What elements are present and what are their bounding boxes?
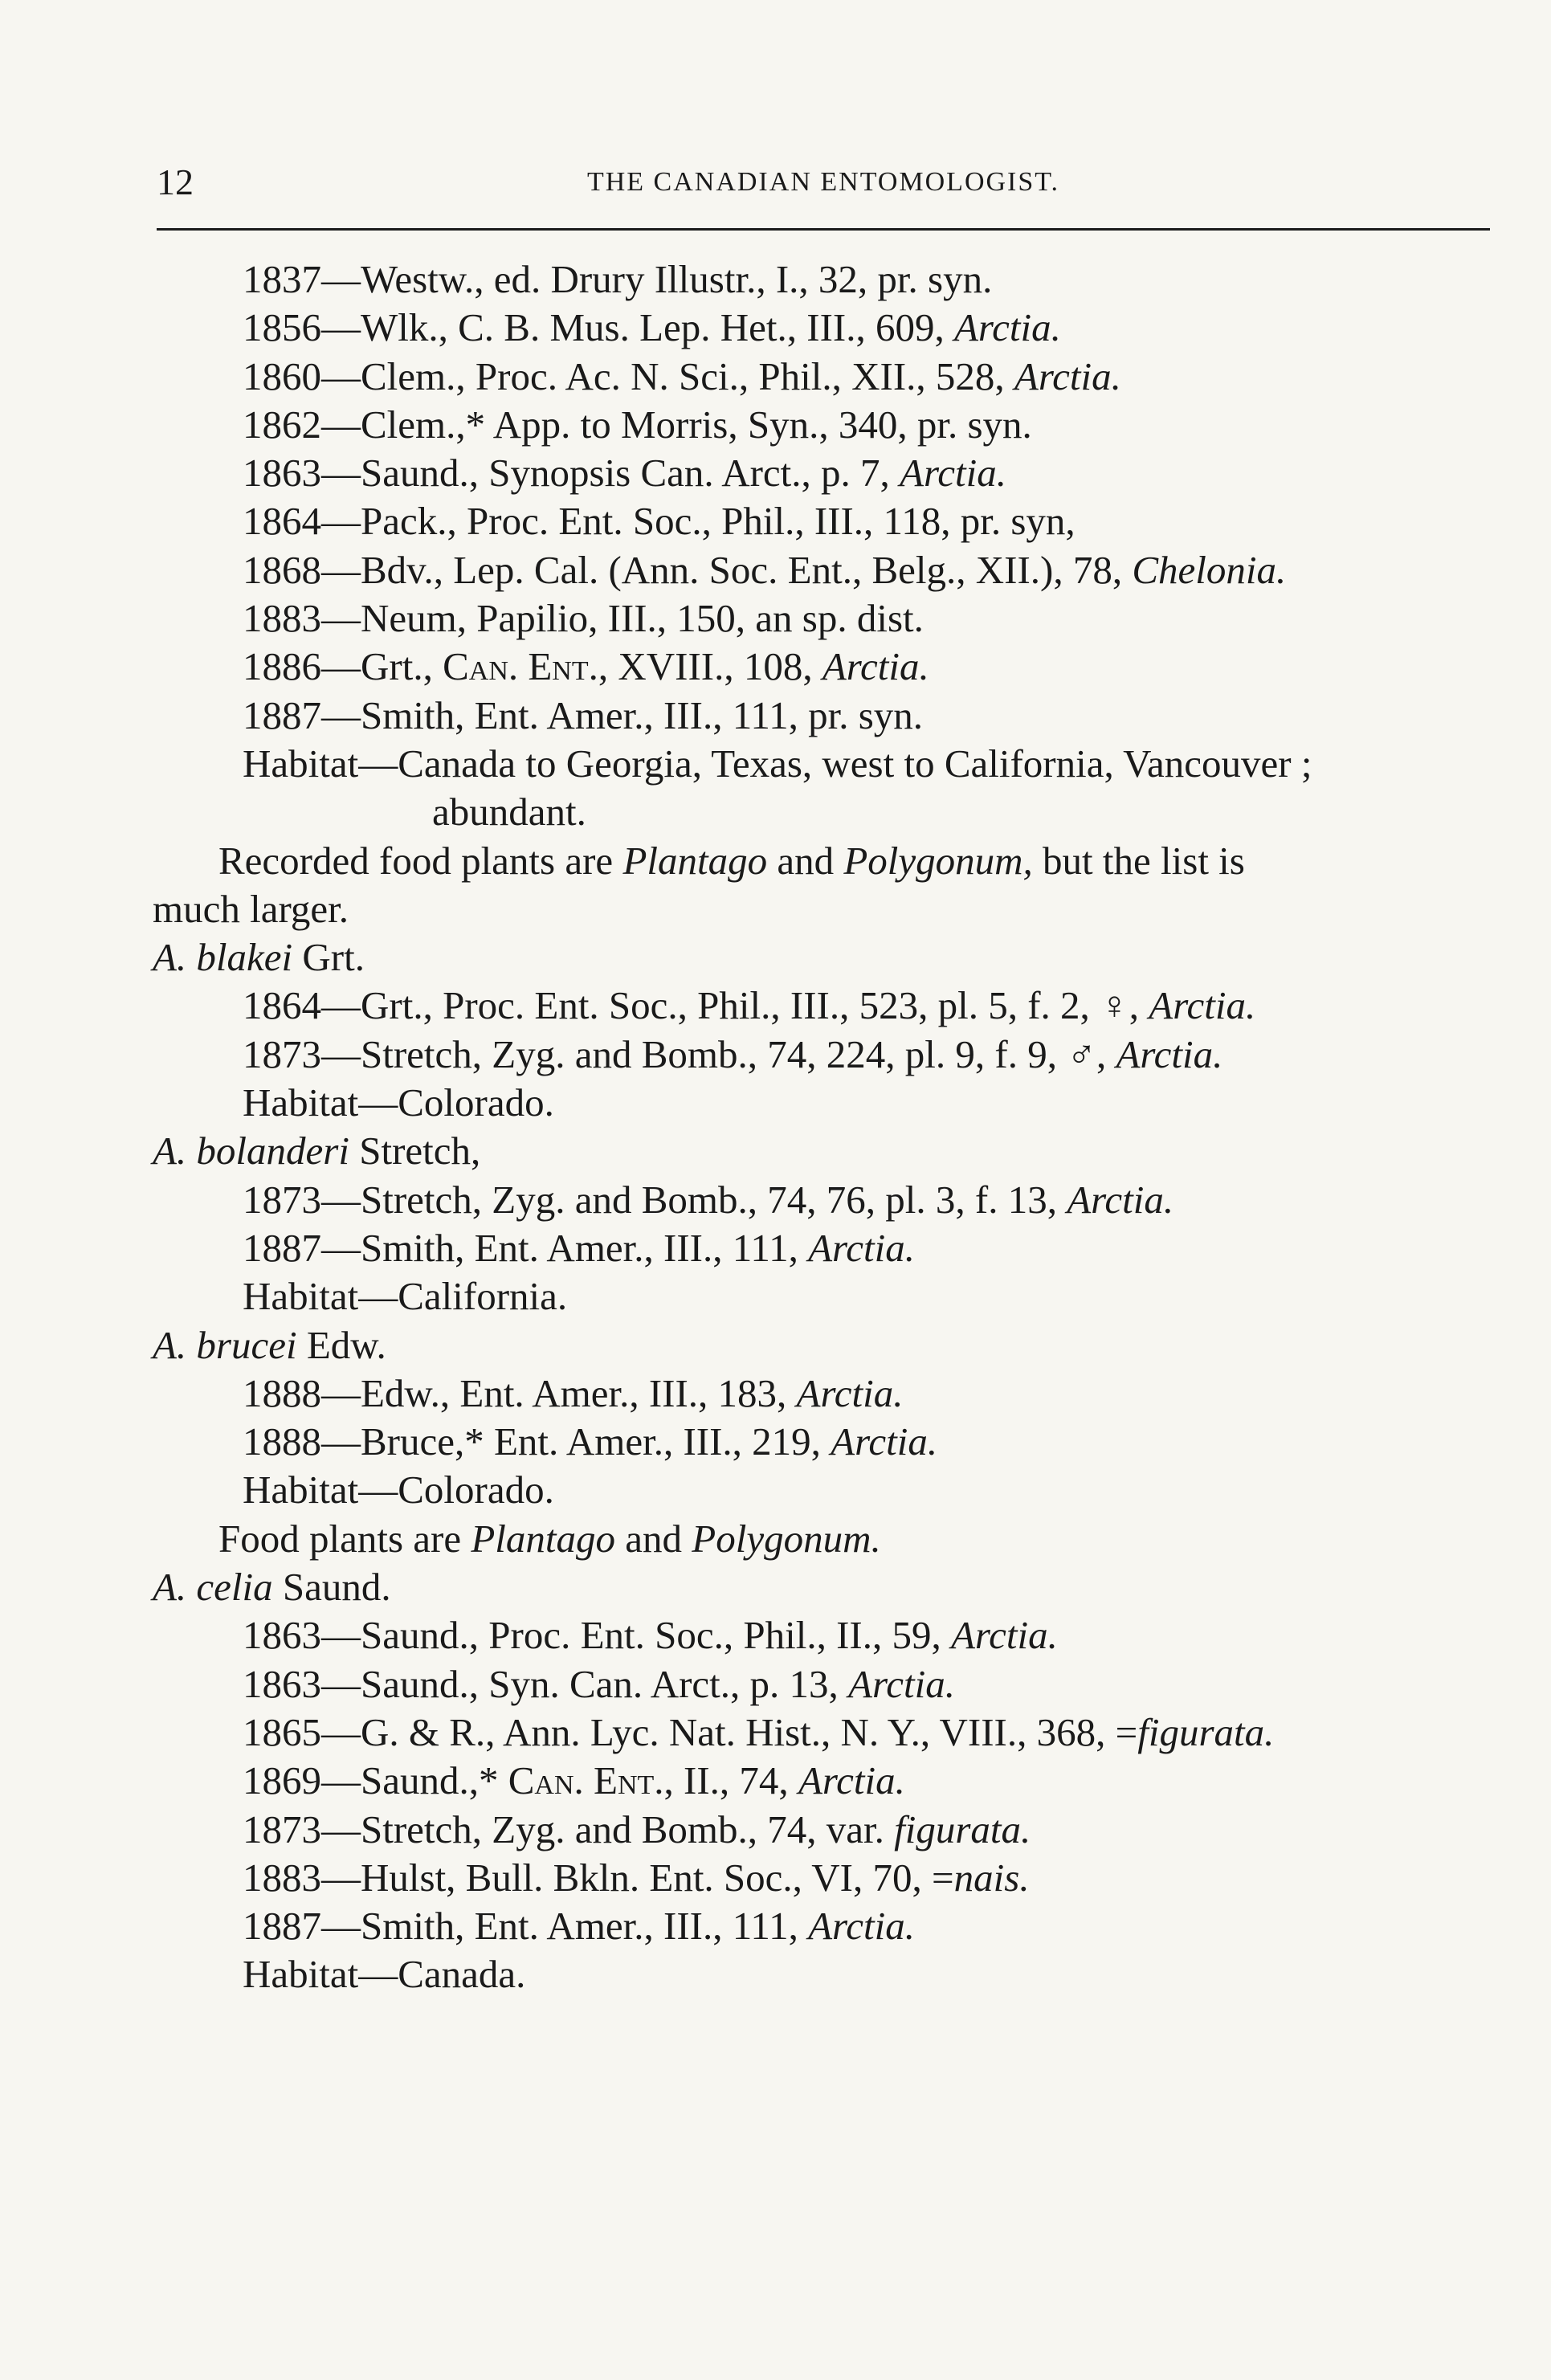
italic-text: Arctia.	[831, 1419, 938, 1464]
italic-text: Polygonum.	[692, 1516, 881, 1561]
italic-text: Arctia.	[848, 1661, 955, 1706]
text-run: 1863—Saund., Synopsis Can. Arct., p. 7,	[243, 451, 900, 496]
text-run: 1886—Grt.,	[243, 644, 443, 689]
text-run: 1862—Clem.,* App. to Morris, Syn., 340, pr. syn.	[243, 402, 1032, 447]
citation-line	[153, 546, 1518, 594]
text-run: 1873—Stretch, Zyg. and Bomb., 74, 76, pl. 3, f. 13,	[243, 1177, 1067, 1222]
text-run: Habitat—Colorado.	[243, 1468, 554, 1513]
habitat-line	[153, 1950, 1518, 1998]
text-run: 1887—Smith, Ent. Amer., III., 111,	[243, 1225, 809, 1270]
text-run: 1873—Stretch, Zyg. and Bomb., 74, var.	[243, 1806, 895, 1851]
species-heading	[153, 1321, 1518, 1370]
italic-text: Plantago	[471, 1516, 616, 1561]
italic-text: A. bolanderi	[153, 1129, 349, 1174]
text-run: 1864—Grt., Proc. Ent. Soc., Phil., III., 523, pl. 5, f. 2, ♀,	[243, 983, 1149, 1028]
text-run: Can. Ent.	[508, 1758, 664, 1803]
citation-line	[153, 497, 1518, 545]
citation-line	[153, 449, 1518, 497]
text-run: 1860—Clem., Proc. Ac. N. Sci., Phil., XII., 528,	[243, 353, 1014, 398]
citation-line	[153, 401, 1518, 449]
running-title: THE CANADIAN ENTOMOLOGIST.	[586, 167, 1060, 197]
paragraph-line	[153, 837, 1518, 885]
italic-text: Arctia.	[822, 644, 929, 689]
italic-text: A. blakei	[153, 935, 293, 980]
citation-line	[153, 1708, 1518, 1757]
text-run: 1887—Smith, Ent. Amer., III., 111, pr. syn.	[243, 692, 924, 737]
italic-text: A. celia	[153, 1565, 273, 1610]
text-run: 1888—Edw., Ent. Amer., III., 183,	[243, 1370, 797, 1415]
text-run: Food plants are	[218, 1516, 471, 1561]
italic-text: Arctia.	[798, 1758, 905, 1803]
continuation-line	[153, 788, 1518, 836]
text-run: Can. Ent.	[443, 644, 598, 689]
text-run: Edw.	[296, 1322, 386, 1367]
citation-line	[153, 982, 1518, 1030]
italic-text: figurata.	[894, 1806, 1031, 1851]
text-run: 1864—Pack., Proc. Ent. Soc., Phil., III., 118, pr. syn,	[243, 499, 1075, 544]
italic-text: Arctia.	[796, 1370, 904, 1415]
italic-text: Arctia.	[808, 1225, 916, 1270]
habitat-line	[153, 740, 1518, 788]
italic-text: A. brucei	[153, 1322, 297, 1367]
italic-text: Arctia.	[1014, 353, 1121, 398]
citation-line	[153, 1806, 1518, 1854]
text-run: abundant.	[432, 790, 586, 835]
paragraph-line	[153, 885, 1518, 933]
citation-line	[153, 594, 1518, 643]
text-run: , II., 74,	[663, 1758, 798, 1803]
italic-text: Chelonia.	[1132, 547, 1287, 592]
text-run: 1887—Smith, Ent. Amer., III., 111,	[243, 1904, 809, 1949]
text-run: and	[767, 838, 844, 883]
text-run: Habitat—Colorado.	[243, 1080, 554, 1125]
text-run: Stretch,	[349, 1129, 481, 1174]
habitat-line	[153, 1272, 1518, 1321]
citation-line	[153, 1757, 1518, 1805]
text-run: 1883—Neum, Papilio, III., 150, an sp. dist.	[243, 596, 924, 641]
citation-line	[153, 1418, 1518, 1466]
italic-text: Polygonum,	[843, 838, 1033, 883]
citation-line	[153, 692, 1518, 740]
text-run: 1863—Saund., Proc. Ent. Soc., Phil., II., 59,	[243, 1613, 951, 1658]
page-number: 12	[157, 161, 194, 202]
italic-text: Arctia.	[950, 1613, 1058, 1658]
text-run: Habitat—Canada to Georgia, Texas, west to California, Vancouver ;	[243, 741, 1312, 786]
text-run: but the list is	[1032, 838, 1245, 883]
citation-line	[153, 1224, 1518, 1272]
italic-text: nais.	[953, 1855, 1030, 1900]
citation-line	[153, 304, 1518, 352]
text-run: Saund.	[272, 1565, 391, 1610]
text-run: 1873—Stretch, Zyg. and Bomb., 74, 224, pl. 9, f. 9, ♂,	[243, 1031, 1116, 1076]
italic-text: Arctia.	[900, 451, 1006, 496]
citation-line	[153, 1611, 1518, 1659]
citation-line	[153, 1902, 1518, 1950]
text-run: , XVIII., 108,	[598, 644, 822, 689]
citation-line	[153, 255, 1518, 304]
text-run: 1865—G. & R., Ann. Lyc. Nat. Hist., N. Y., VIII., 368, =	[243, 1709, 1138, 1754]
page-body	[153, 255, 1518, 1999]
species-heading	[153, 1127, 1518, 1175]
citation-line	[153, 1854, 1518, 1902]
habitat-line	[153, 1466, 1518, 1514]
citation-line	[153, 1031, 1518, 1079]
citation-line	[153, 1176, 1518, 1224]
text-run: Grt.	[292, 935, 365, 980]
text-run: Habitat—Canada.	[243, 1952, 526, 1997]
text-run: 1837—Westw., ed. Drury Illustr., I., 32, pr. syn.	[243, 257, 993, 301]
habitat-line	[153, 1079, 1518, 1127]
italic-text: Arctia.	[808, 1904, 916, 1949]
species-heading	[153, 1563, 1518, 1611]
text-run: 1856—Wlk., C. B. Mus. Lep. Het., III., 609,	[243, 305, 954, 350]
citation-line	[153, 1370, 1518, 1418]
text-run: Habitat—California.	[243, 1274, 568, 1319]
italic-text: figurata.	[1137, 1709, 1275, 1754]
text-run: 1888—Bruce,* Ent. Amer., III., 219,	[243, 1419, 831, 1464]
text-run: 1869—Saund.,*	[243, 1758, 508, 1803]
text-run: and	[615, 1516, 692, 1561]
text-run: 1863—Saund., Syn. Can. Arct., p. 13,	[243, 1661, 849, 1706]
running-header	[157, 161, 1490, 209]
text-run: 1883—Hulst, Bull. Bkln. Ent. Soc., VI, 70, =	[243, 1855, 954, 1900]
text-run: Recorded food plants are	[218, 838, 623, 883]
italic-text: Arctia.	[1116, 1031, 1223, 1076]
text-run: 1868—Bdv., Lep. Cal. (Ann. Soc. Ent., Belg., XII.), 78,	[243, 547, 1133, 592]
paragraph-line	[153, 1515, 1518, 1563]
italic-text: Arctia.	[954, 305, 1061, 350]
italic-text: Arctia.	[1067, 1177, 1174, 1222]
text-run: much larger.	[153, 886, 349, 931]
header-rule	[157, 228, 1490, 231]
citation-line	[153, 1660, 1518, 1708]
italic-text: Arctia.	[1149, 983, 1256, 1028]
citation-line	[153, 643, 1518, 691]
species-heading	[153, 933, 1518, 982]
citation-line	[153, 353, 1518, 401]
italic-text: Plantago	[622, 838, 768, 883]
